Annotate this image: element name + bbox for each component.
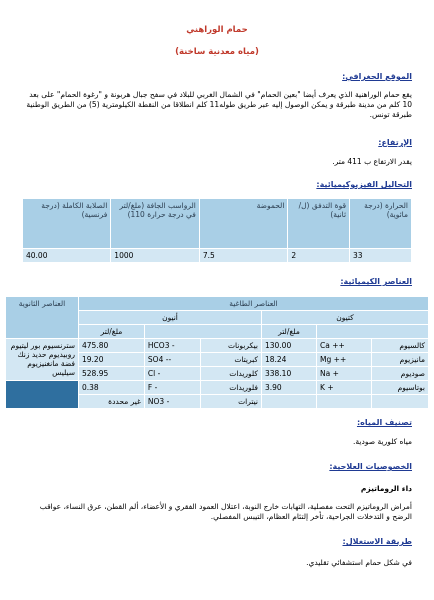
classification-text: مياه كلورية صودية. <box>353 437 412 446</box>
cation-name: بوتاسيوم <box>372 381 429 395</box>
cation-symbol: K + <box>317 381 372 395</box>
cation-symbol: Mg ++ <box>317 353 372 367</box>
cation-value: 18.24 <box>261 353 316 367</box>
anion-symbol: HCO3 - <box>144 339 200 353</box>
anion-value: 475.80 <box>79 339 145 353</box>
anions-header: أنيون <box>79 311 262 325</box>
anion-name: كلوريدات <box>200 367 261 381</box>
secondary-elements: سترنسيوم بور ليتيوم روبيديوم حديد زنك فضة مانغنيزيوم سيليس <box>6 339 79 381</box>
physchem-header: قوة التدفق (ل/ثانية) <box>288 199 350 249</box>
physchem-header: الحرارة (درجة مائوية) <box>350 199 412 249</box>
unit-label: ملغ/لتر <box>261 325 316 339</box>
cation-symbol <box>317 395 372 409</box>
anion-symbol: NO3 - <box>144 395 200 409</box>
anion-name: نيترات <box>200 395 261 409</box>
cation-name <box>372 395 429 409</box>
cation-symbol: Ca ++ <box>317 339 372 353</box>
cation-name: كالسيوم <box>372 339 429 353</box>
exploitation-heading: طريقة الاستغلال: <box>342 537 412 546</box>
anion-symbol: F - <box>144 381 200 395</box>
physchem-heading: التحاليل الفيزيوكيميائية: <box>316 180 412 189</box>
exploitation-text: في شكل حمام استشفائي تقليدي. <box>306 558 412 567</box>
anion-value: غير محددة <box>79 395 145 409</box>
geo-text: يقع حمام الوراهنية الذي يعرف أيضا "بعين الحمام" في الشمال الغربي للبلاد في سفح جبال هربونة و "رغوة الحمام" على بعد 10 كلم من مدينة طبرقة و يمكن الوصول إليه عبر طريق طوله11 كلم انطلاقا من النقطة الكيلومترية (5) من الطريق الوطنية طبرقة تونس. <box>26 90 412 119</box>
cation-name: مانيزيوم <box>372 353 429 367</box>
page-title: حمام الوراهني <box>186 25 248 35</box>
geo-heading: الموقع الجغرافي: <box>342 72 412 81</box>
physchem-value: 33 <box>350 249 412 263</box>
therapeutic-heading: الخصوصيات العلاجية: <box>329 462 412 471</box>
physchem-header: الرواسب الجافة (ملغ/لتر في درجة حرارة 110) <box>111 199 200 249</box>
physchem-header: الحموضة <box>199 199 288 249</box>
page-subtitle: (مياه معدنية ساخنة) <box>175 47 259 57</box>
anion-name: بيكربونات <box>200 339 261 353</box>
cation-value: 338.10 <box>261 367 316 381</box>
altitude-heading: الإرتفاع: <box>378 138 412 147</box>
anion-value: 0.38 <box>79 381 145 395</box>
chem-table <box>5 296 429 409</box>
physchem-header-row <box>23 199 412 249</box>
therapeutic-subheading: داء الروماتيزم <box>360 484 412 493</box>
physchem-header: الصلابة الكاملة (درجة فرنسية) <box>23 199 111 249</box>
altitude-text: يقدر الارتفاع ب 411 متر. <box>332 157 412 166</box>
anion-value: 19.20 <box>79 353 145 367</box>
cation-name: صوديوم <box>372 367 429 381</box>
physchem-table <box>22 198 412 263</box>
physchem-value-row <box>23 249 412 263</box>
anion-symbol: SO4 -- <box>144 353 200 367</box>
cations-header: كتيون <box>261 311 428 325</box>
anion-name: كبريتات <box>200 353 261 367</box>
cation-value: 3.90 <box>261 381 316 395</box>
cation-value <box>261 395 316 409</box>
physchem-value: 1000 <box>111 249 200 263</box>
physchem-value: 40.00 <box>23 249 111 263</box>
main-elements-header: العناصر الطاغية <box>79 297 429 311</box>
chem-heading: العناصر الكيميائية: <box>340 277 412 286</box>
therapeutic-text: أمراض الروماتيزم التحت مفصلية، التهابات خارج النوبة، اعتلال العمود الفقري و الأعضاء، ألم القطن، عرق النساء، عواقب الرضح و التدخلات الجراحية، تأخر إلتئام العظام، التيبس المفصلي. <box>39 502 412 521</box>
unit-label: ملغ/لتر <box>79 325 145 339</box>
physchem-value: 2 <box>288 249 350 263</box>
cation-symbol: Na + <box>317 367 372 381</box>
classification-heading: تصنيف المياه: <box>356 418 412 427</box>
secondary-elements-header: العناصر الثانوية <box>6 297 79 339</box>
anion-value: 528.95 <box>79 367 145 381</box>
physchem-value: 7.5 <box>199 249 288 263</box>
table-row <box>6 381 429 395</box>
anion-name: فلوريدات <box>200 381 261 395</box>
anion-symbol: Cl - <box>144 367 200 381</box>
secondary-filler <box>6 381 79 409</box>
table-row <box>6 339 429 353</box>
cation-value: 130.00 <box>261 339 316 353</box>
